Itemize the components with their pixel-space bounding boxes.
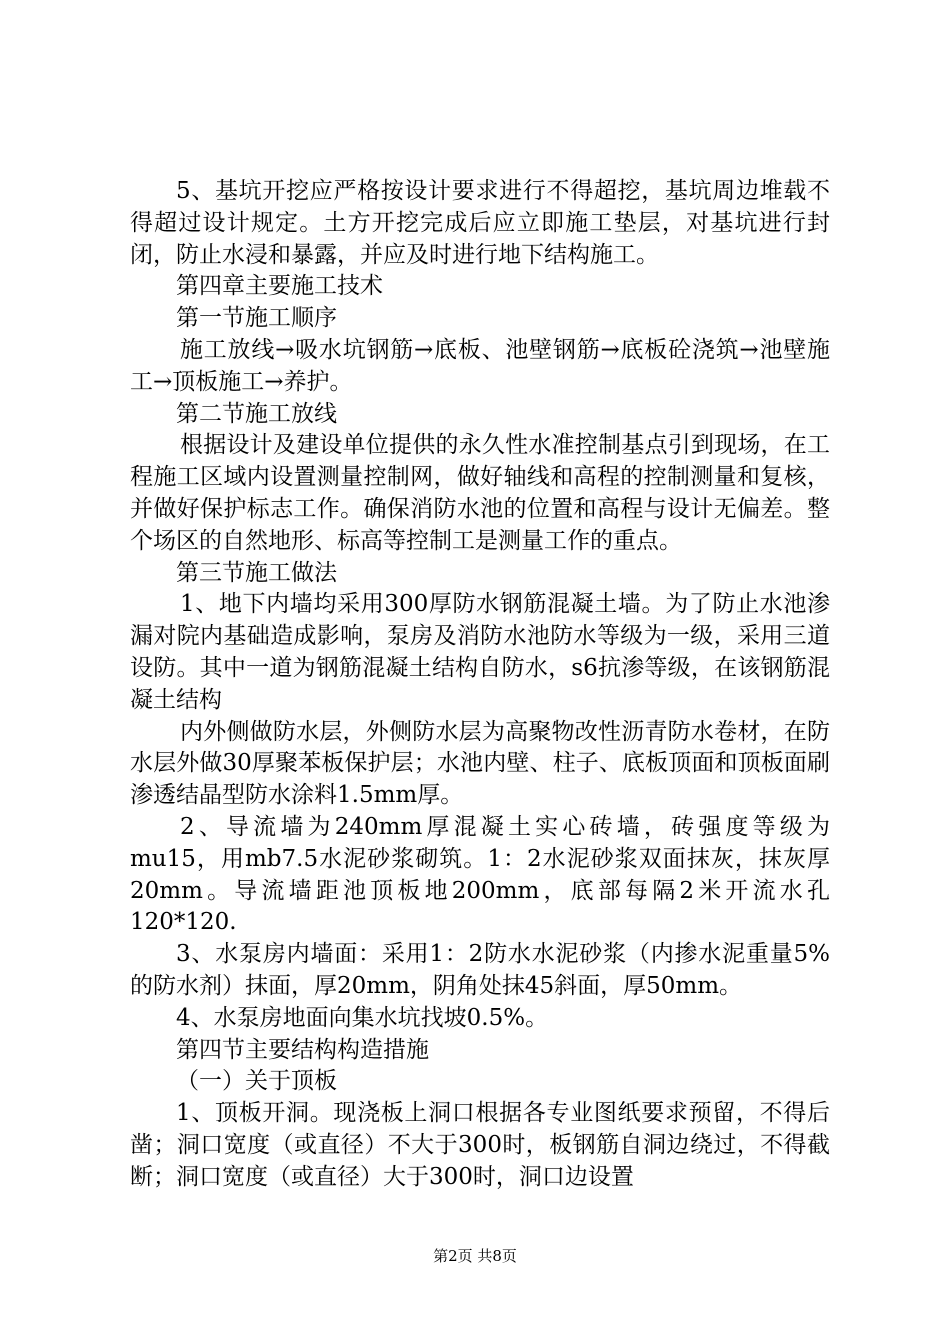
paragraph-method-1: 1、地下内墙均采用300厚防水钢筋混凝土墙。为了防止水池渗漏对院内基础造成影响，泵房及消防水池防水等级为一级，采用三道设防。其中一道为钢筋混凝土结构自防水，s6抗渗等级，在该钢筋混凝土结构 <box>130 591 830 713</box>
paragraph-method-1-cont: 内外侧做防水层，外侧防水层为高聚物改性沥青防水卷材，在防水层外做30厚聚苯板保护层；水池内壁、柱子、底板顶面和顶板面刷渗透结晶型防水涂料1.5mm厚。 <box>130 718 830 809</box>
section-heading-structure: 第四节主要结构构造措施 <box>176 1036 429 1063</box>
paragraph-method-2: 2、导流墙为240mm厚混凝土实心砖墙，砖强度等级为mu15，用mb7.5水泥砂浆砌筑。1：2水泥砂浆双面抹灰，抹灰厚20mm。导流墙距池顶板地200mm，底部每隔2米开流水孔120*120. <box>130 813 830 936</box>
paragraph-layout: 根据设计及建设单位提供的永久性水准控制基点引到现场，在工程施工区域内设置测量控制网，做好轴线和高程的控制测量和复核，并做好保护标志工作。确保消防水池的位置和高程与设计无偏差。整个场区的自然地形、标高等控制工是测量工作的重点。 <box>130 432 830 554</box>
paragraph-method-4: 4、水泵房地面向集水坑找坡0.5%。 <box>176 1004 549 1031</box>
paragraph-roof-opening: 1、顶板开洞。现浇板上洞口根据各专业图纸要求预留，不得后凿；洞口宽度（或直径）不大于300时，板钢筋自洞边绕过，不得截断；洞口宽度（或直径）大于300时，洞口边设置 <box>130 1100 830 1190</box>
paragraph-excavation-rule: 5、基坑开挖应严格按设计要求进行不得超挖，基坑周边堆载不得超过设计规定。土方开挖完成后应立即施工垫层，对基坑进行封闭，防止水浸和暴露，并应及时进行地下结构施工。 <box>130 178 830 268</box>
paragraph-method-3: 3、水泵房内墙面：采用1：2防水水泥砂浆（内掺水泥重量5%的防水剂）抹面，厚20mm，阴角处抹45斜面，厚50mm。 <box>130 941 830 999</box>
section-heading-method: 第三节施工做法 <box>176 559 337 586</box>
document-body <box>130 176 830 1194</box>
section-heading-sequence: 第一节施工顺序 <box>176 305 337 332</box>
subsection-heading-roof: （一）关于顶板 <box>176 1068 337 1095</box>
page-footer: 第2页 共8页 <box>433 1247 517 1265</box>
chapter-heading: 第四章主要施工技术 <box>176 273 383 300</box>
paragraph-sequence: 施工放线→吸水坑钢筋→底板、池壁钢筋→底板砼浇筑→池壁施工→顶板施工→养护。 <box>130 336 830 395</box>
section-heading-layout: 第二节施工放线 <box>176 400 337 427</box>
